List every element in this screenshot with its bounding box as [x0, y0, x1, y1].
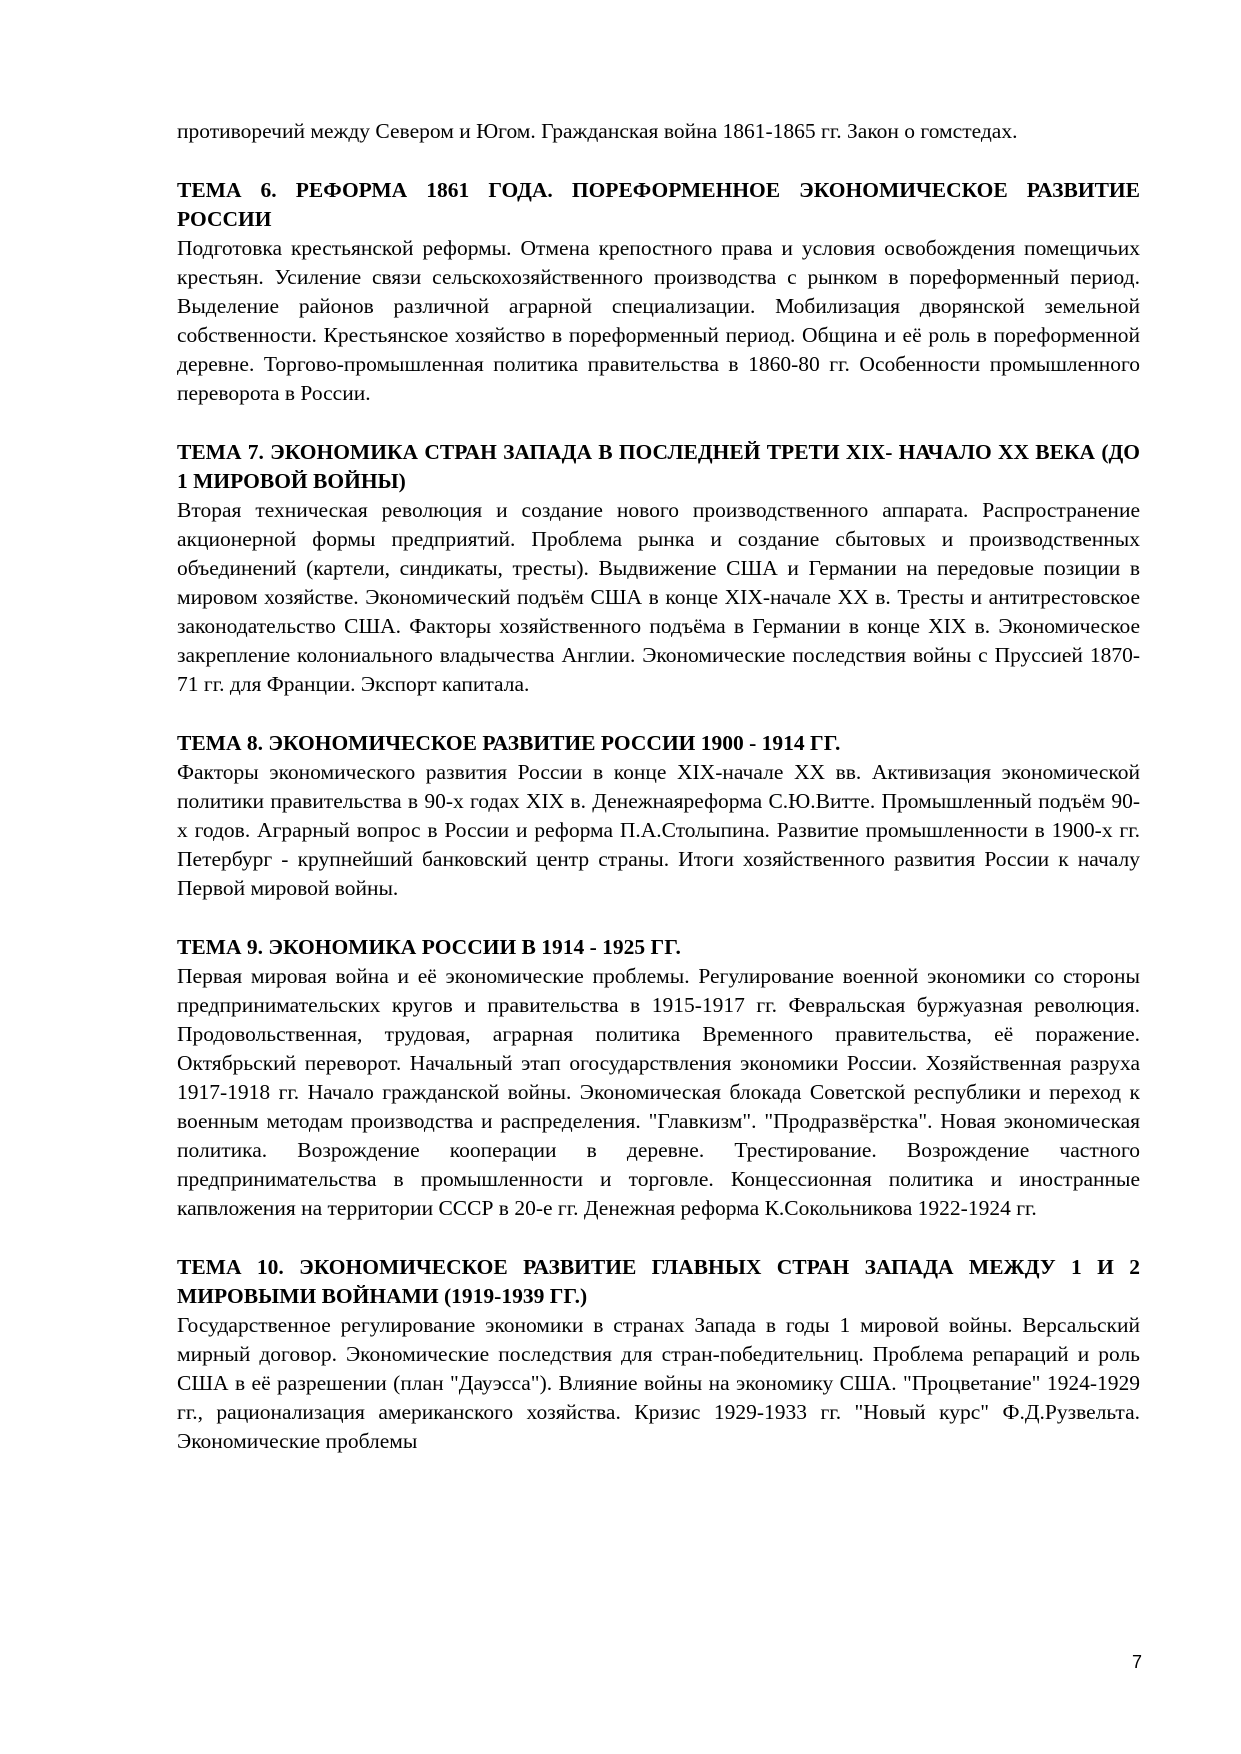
section-body: Первая мировая война и её экономические проблемы. Регулирование военной экономики со стороны предпринимательских кругов и правительства в 1915-1917 гг. Февральская буржуазная революция. Продовольственная, трудовая, аграрная политика Временного правительства, её поражение. Октябрьский переворот. Начальный этап огосударствления экономики России. Хозяйственная разруха 1917-1918 гг. Начало гражданской войны. Экономическая блокада Советской республики и переход к военным методам производства и распределения. "Главкизм". "Продразвёрстка". Новая экономическая политика. Возрождение кооперации в деревне. Трестирование. Возрождение частного предпринимательства в промышленности и торговле. Концессионная политика и иностранные капвложения на территории СССР в 20-е гг. Денежная реформа К.Сокольникова 1922-1924 гг.	[177, 964, 1140, 1220]
document-page	[177, 117, 1140, 1456]
section-title: ТЕМА 9. ЭКОНОМИКА РОССИИ В 1914 - 1925 ГГ.	[177, 935, 681, 959]
section-title: ТЕМА 10. ЭКОНОМИЧЕСКОЕ РАЗВИТИЕ ГЛАВНЫХ СТРАН ЗАПАДА МЕЖДУ 1 И 2 МИРОВЫМИ ВОЙНАМИ (1919-1939 ГГ.)	[177, 1255, 1140, 1308]
section-body: Факторы экономического развития России в конце XIX-начале XX вв. Активизация экономической политики правительства в 90-х годах XIX в. Денежнаяреформа С.Ю.Витте. Промышленный подъём 90-х годов. Аграрный вопрос в России и реформа П.А.Столыпина. Развитие промышленности в 1900-х гг. Петербург - крупнейший банковский центр страны. Итоги хозяйственного развития России к началу Первой мировой войны.	[177, 760, 1140, 900]
section-title: ТЕМА 6. РЕФОРМА 1861 ГОДА. ПОРЕФОРМЕННОЕ ЭКОНОМИЧЕСКОЕ РАЗВИТИЕ РОССИИ	[177, 178, 1140, 231]
section-title: ТЕМА 7. ЭКОНОМИКА СТРАН ЗАПАДА В ПОСЛЕДНЕЙ ТРЕТИ XIX- НАЧАЛО XX ВЕКА (ДО 1 МИРОВОЙ ВОЙНЫ)	[177, 440, 1140, 493]
section-topic-8	[177, 729, 1140, 903]
section-body: Вторая техническая революция и создание нового производственного аппарата. Распространение акционерной формы предприятий. Проблема рынка и создание сбытовых и производственных объединений (картели, синдикаты, тресты). Выдвижение США и Германии на передовые позиции в мировом хозяйстве. Экономический подъём США в конце XIX-начале XX в. Тресты и антитрестовское законодательство США. Факторы хозяйственного подъёма в Германии в конце XIX в. Экономическое закрепление колониального владычества Англии. Экономические последствия войны с Пруссией 1870-71 гг. для Франции. Экспорт капитала.	[177, 498, 1140, 696]
section-title: ТЕМА 8. ЭКОНОМИЧЕСКОЕ РАЗВИТИЕ РОССИИ 1900 - 1914 ГГ.	[177, 731, 841, 755]
section-topic-6	[177, 176, 1140, 408]
section-body: Подготовка крестьянской реформы. Отмена крепостного права и условия освобождения помещичьих крестьян. Усиление связи сельскохозяйственного производства с рынком в пореформенный период. Выделение районов различной аграрной специализации. Мобилизация дворянской земельной собственности. Крестьянское хозяйство в пореформенный период. Община и её роль в пореформенной деревне. Торгово-промышленная политика правительства в 1860-80 гг. Особенности промышленного переворота в России.	[177, 236, 1140, 405]
section-topic-9	[177, 933, 1140, 1223]
section-body: Государственное регулирование экономики в странах Запада в годы 1 мировой войны. Версальский мирный договор. Экономические последствия для стран-победительниц. Проблема репараций и роль США в её разрешении (план "Дауэсса"). Влияние войны на экономику США. "Процветание" 1924-1929 гг., рационализация американского хозяйства. Кризис 1929-1933 гг. "Новый курс" Ф.Д.Рузвельта. Экономические проблемы	[177, 1313, 1140, 1453]
page-number: 7	[1131, 1652, 1142, 1672]
section-topic-10	[177, 1253, 1140, 1456]
section-topic-7	[177, 438, 1140, 699]
intro-paragraph: противоречий между Севером и Югом. Гражданская война 1861-1865 гг. Закон о гомстедах.	[177, 119, 1018, 143]
